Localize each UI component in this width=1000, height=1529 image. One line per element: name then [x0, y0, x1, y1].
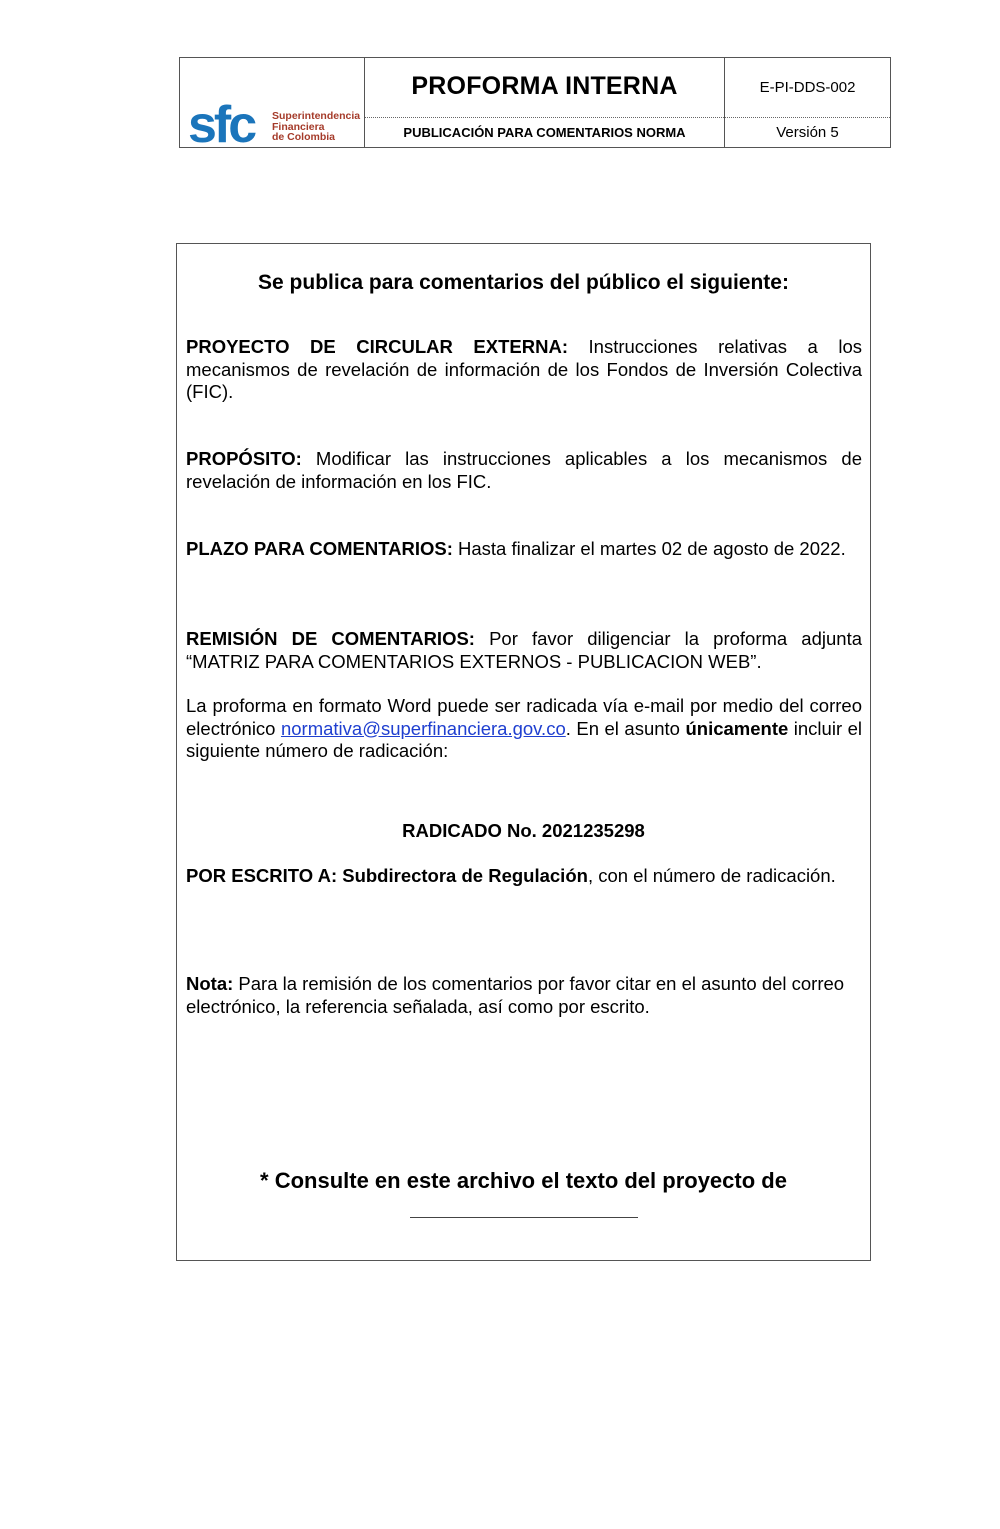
- nota-label: Nota:: [186, 973, 234, 994]
- document-subtitle: PUBLICACIÓN PARA COMENTARIOS NORMA: [403, 125, 686, 140]
- document-title: PROFORMA INTERNA: [411, 72, 678, 100]
- logo-cell: [180, 58, 365, 147]
- document-header: [179, 57, 891, 148]
- proposito-text: Modificar las instrucciones aplicables a los mecanismos de revelación de información en los FIC.: [186, 448, 862, 492]
- escrito-label: POR ESCRITO A: Subdirectora de Regulación: [186, 865, 588, 886]
- publication-box: [176, 243, 871, 1261]
- logo-line-1: Superintendencia: [272, 110, 361, 122]
- escrito-paragraph: [186, 865, 862, 888]
- formato-text-before: La proforma en formato Word puede ser radicada vía e-mail por medio del correo electrónico: [186, 695, 862, 739]
- header-divider-right: [725, 117, 890, 118]
- radicado-number: RADICADO No. 2021235298: [402, 820, 645, 841]
- formato-paragraph: [186, 695, 862, 763]
- proyecto-text: Instrucciones relativas a los mecanismos de revelación de información de los Fondos de Inversión Colectiva (FIC).: [186, 336, 862, 402]
- remision-label: REMISIÓN DE COMENTARIOS:: [186, 628, 475, 649]
- intro-title: Se publica para comentarios del público el siguiente:: [258, 271, 789, 294]
- proyecto-label: PROYECTO DE CIRCULAR EXTERNA:: [186, 336, 568, 357]
- svg-text:sfc: sfc: [188, 96, 255, 146]
- sfc-logo: [188, 88, 272, 146]
- logo-wordmark: [272, 111, 360, 143]
- plazo-label: PLAZO PARA COMENTARIOS:: [186, 538, 453, 559]
- header-divider: [365, 117, 724, 118]
- email-link[interactable]: normativa@superfinanciera.gov.co: [280, 717, 566, 739]
- plazo-text: Hasta finalizar el martes 02 de agosto de 2022.: [452, 538, 846, 559]
- remision-paragraph: [186, 628, 862, 673]
- header-meta-cell: [725, 58, 890, 147]
- formato-text-after: . En el asunto: [565, 717, 686, 739]
- logo-line-3: de Colombia: [272, 131, 336, 143]
- formato-text-end: incluir el siguiente número de radicación:: [186, 717, 862, 761]
- document-version: Versión 5: [776, 124, 839, 141]
- proyecto-paragraph: [186, 336, 862, 404]
- document-code: E-PI-DDS-002: [759, 79, 856, 96]
- consulte-title: * Consulte en este archivo el texto del proyecto de: [260, 1168, 787, 1193]
- nota-text: Para la remisión de los comentarios por favor citar en el asunto del correo electrónico, la referencia señalada, así como por escrito.: [186, 973, 845, 1017]
- plazo-paragraph: [186, 538, 862, 561]
- attachment-line: [410, 1217, 638, 1218]
- formato-emphasis: únicamente: [685, 717, 789, 739]
- nota-paragraph: [186, 973, 862, 1018]
- header-title-cell: [365, 58, 725, 147]
- proposito-paragraph: [186, 448, 862, 493]
- proposito-label: PROPÓSITO:: [186, 448, 302, 469]
- logo-line-2: Financiera: [272, 120, 325, 133]
- remision-text: Por favor diligenciar la proforma adjunta “MATRIZ PARA COMENTARIOS EXTERNOS - PUBLICACION WEB”.: [186, 628, 862, 672]
- escrito-text: , con el número de radicación.: [587, 865, 836, 886]
